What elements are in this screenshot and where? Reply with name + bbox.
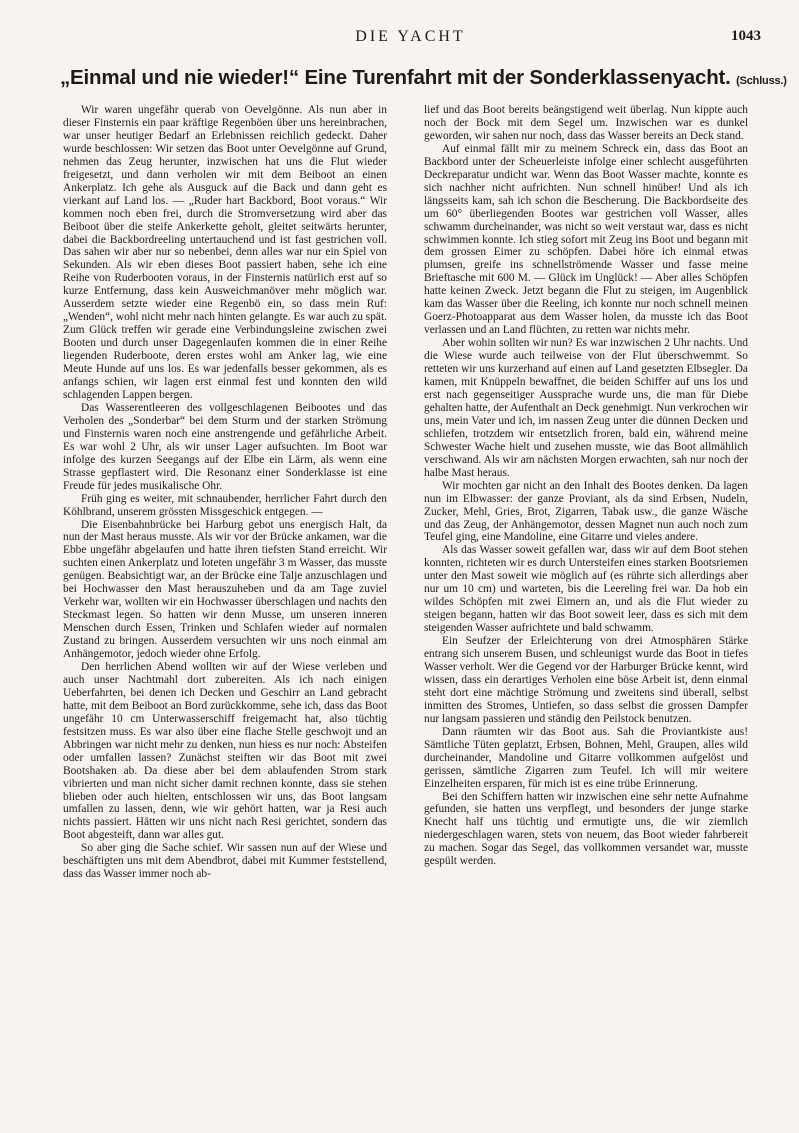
paragraph: So aber ging die Sache schief. Wir sassen nun auf der Wiese und beschäftigten uns mit dem Abendbrot, dabei mit Kummer feststellend, dass das Wasser immer noch ab- — [63, 842, 387, 881]
paragraph: Die Eisenbahnbrücke bei Harburg gebot uns energisch Halt, da nun der Mast heraus musste. Als wir vor der Brücke ankamen, war die Ebbe ungefähr abgelaufen und hatte ihren tiefsten Stand erreicht. Wir suchten einen Ankerplatz und loteten ungefähr 3 m Wasser, das musste genügen. Beabsichtigt war, an der Brücke eine Talje anzuschlagen und bei Hochwasser den Mast herauszuheben und da am Tage zuviel Verkehr war, wollten wir ein Hochwasser überschlagen und nachts den Steckmast legen. So hatten wir denn Musse, um unseren inneren Menschen durch Essen, Trinken und Schlafen wieder auf normalen Zustand zu bringen. Ausserdem versuchten wir uns noch einmal am Anhängemotor, jedoch wieder ohne Erfolg. — [63, 518, 387, 661]
paragraph-continued: lief und das Boot bereits beängstigend weit überlag. Nun kippte auch noch der Bock mit dem Segel um. Inzwischen war es dunkel geworden, wir sahen nur noch, dass das Wasser bereits an Deck stand. — [424, 104, 748, 142]
paragraph: Das Wasserentleeren des vollgeschlagenen Beibootes und das Verholen des „Sonderbar“ bei dem Sturm und der starken Strömung und Finsternis waren noch eine anstrengende und gefährliche Arbeit. Es war wohl 2 Uhr, als wir unser Lager aufsuchten. Im Boot war infolge des kurzen Seegangs auf der Elbe ein Lärm, als wenn eine Strasse gepflastert wird. Die Resonanz einer Sonderklasse ist eine Freude für jedes musikalische Ohr. — [63, 401, 387, 492]
paragraph: Wir mochten gar nicht an den Inhalt des Bootes denken. Da lagen nun im Elbwasser: der ganze Proviant, als da sind Erbsen, Nudeln, Zucker, Mehl, Gries, Brot, Zigarren, Tabak usw., die ganze Wäsche und das Zeug, der Anhängemotor, dessen Magnet nun auch noch zum Teufel ging, eine Mandoline, eine Gitarre und vieles andere. — [424, 479, 748, 544]
article-title — [60, 66, 787, 90]
running-head — [60, 28, 761, 48]
paragraph: Aber wohin sollten wir nun? Es war inzwischen 2 Uhr nachts. Und die Wiese wurde auch teilweise von der Flut überschwemmt. So retteten wir uns kurzerhand auf einen auf Land gesetzten Elbsegler. Da kamen, mit Knüppeln bewaffnet, die beiden Schiffer auf uns los und erst nach gegenseitiger Aussprache wurde uns, die man für Diebe gehalten hatte, der Aufenthalt an Deck genehmigt. Nun verkrochen wir uns, mein Vater und ich, im nassen Zeug unter die dünnen Decken und schliefen, trotzdem wir entsetzlich froren, bald ein, während meine Schwester Wache hielt und zusehen musste, wie das Boot allmählich verschwand. Als wir am nächsten Morgen erwachten, sah nur noch der halbe Mast heraus. — [424, 337, 748, 479]
article-title-note: (Schluss.) — [736, 75, 787, 87]
paragraph: Als das Wasser soweit gefallen war, dass wir auf dem Boot stehen konnten, richteten wir es durch Untersteifen eines starken Bootsriemen unter den Mast soweit wie möglich auf (es rührte sich allerdings aber nur um 10 cm) und warteten, bis die Leereling frei war. Da hob ein wildes Schöpfen mit zwei Eimern an, und als die Flut wieder zu steigen begann, hatten wir das Boot soweit leer, dass es sich mit dem steigenden Wasser aufrichtete und bald schwamm. — [424, 544, 748, 635]
paragraph: Ein Seufzer der Erleichterung von drei Atmosphären Stärke entrang sich unserem Busen, und schleunigst wurde das Boot in tiefes Wasser verholt. Wer die Gegend vor der Harburger Brücke kennt, wird wissen, dass ein derartiges Verholen eine böse Arbeit ist, denn einmal steht dort eine mächtige Strömung und zweitens sind überall, selbst inmitten des Stromes, Untiefen, so dass selbst die grossen Dampfer nur langsam passieren und ständig den Peilstock benutzen. — [424, 635, 748, 725]
article-title-text: „Einmal und nie wieder!“ Eine Turenfahrt mit der Sonderklassenyacht. — [60, 66, 731, 89]
right-column — [424, 104, 748, 1114]
left-column — [63, 104, 387, 1114]
journal-name: DIE YACHT — [355, 28, 466, 45]
paragraph: Den herrlichen Abend wollten wir auf der Wiese verleben und auch unser Nachtmahl dort zubereiten. Als ich nach einigen Ueberfahrten, bei denen ich Decken und Geschirr an Land gebracht hatte, mit dem Beiboot an Bord zurückkomme, sehe ich, dass das Boot ungefähr 10 cm Unterwasserschiff freigemacht hat, also tüchtig festsitzen muss. Es war also über eine flache Stelle geschwojt und an Abbringen war nicht mehr zu denken, nun hiess es nur noch: Absteifen oder umfallen lassen? Zunächst steiften wir das Boot mit zwei Bootshaken ab. Da diese aber bei dem ablaufenden Strom stark vibrierten und man nicht sicher damit rechnen konnte, dass sie stehen blieben oder auch hielten, entschlossen wir uns, das Boot langsam umfallen zu lassen, denn, wie wir gehört hatten, war ja Resi auch nichts passiert. Hätten wir uns nicht nach Resi gerichtet, sondern das Boot abgesteift, dann war alles gut. — [63, 660, 387, 842]
paragraph: Dann räumten wir das Boot aus. Sah die Proviantkiste aus! Sämtliche Tüten geplatzt, Erbsen, Bohnen, Mehl, Graupen, alles wild durcheinander, Mandoline und Gitarre vollkommen aufgelöst und gerissen, sämtliche Zigarren zum Teufel. Ich will mir weitere Einzelheiten ersparen, für mich ist es eine trübe Erinnerung. — [424, 725, 748, 790]
page-number: 1043 — [731, 28, 761, 44]
paragraph: Früh ging es weiter, mit schnaubender, herrlicher Fahrt durch den Köhlbrand, unserem grössten Missgeschick entgegen. — — [63, 492, 387, 518]
paragraph: Auf einmal fällt mir zu meinem Schreck ein, dass das Boot an Backbord unter der Scheuerleiste infolge einer schlecht ausgeführten Deckreparatur undicht war. Wenn das Boot Wasser machte, konnte es sich nachher nicht aufrichten. Nun schnell hinüber! Und als ich längsseits kam, sah ich schon die Bescherung. Die Backbordseite des um 60° überliegenden Bootes war gestrichen voll Wasser, alles schwamm durcheinander, was nicht so weit verstaut war, dass es nicht schwimmen konnte. Ich stieg sofort mit Zeug ins Boot und begann mit dem grossen Eimer zu schöpfen. Dabei höre ich einmal etwas plumsen, greife ins schnellströmende Wasser und fasse meine Brieftasche mit 600 M. — Glück im Unglück! — Aber alles Schöpfen hatte keinen Zweck. Jetzt begann die Flut zu steigen, im Augenblick kam das Wasser über die Reeling, ich konnte nur noch schnell meinen Goerz-Photoapparat aus dem Wasser holen, da musste ich das Boot verlassen und an Land flüchten, zu retten war nichts mehr. — [424, 142, 748, 337]
paragraph: Wir waren ungefähr querab von Oevelgönne. Als nun aber in dieser Finsternis ein paar kräftige Regenböen über uns hereinbrachen, war unser heutiger Bedarf an Erlebnissen reichlich gedeckt. Daher wurde beschlossen: Wir setzen das Boot unter Oevelgönne auf Grund, nehmen das Zeug herunter, inzwischen hat uns die Flut wieder freigesetzt, und dann verholen wir mit dem Beiboot an einen Ankerplatz. Ich gehe als Ausguck auf die Back und dann geht es vierkant auf Land los. — „Ruder hart Backbord, Boot voraus.“ Wir kommen noch eben frei, durch die Stromversetzung wird aber das Beiboot über die steife Ankerkette geholt, gleitet seitwärts herunter, dabei die Backbordreeling untertauchend und ist fast gestrichen voll. Das sahen wir aber nur so nebenbei, denn alles war nur ein Spiel von Sekunden. Als wir eben dieses Boot passiert haben, sehe ich eine Reihe von Ruderbooten voraus, in der Finsternis natürlich erst auf so kurze Entfernung, dass kein Ausweichmanöver mehr möglich war. Ausserdem setzte wieder eine Regenbö ein, so dass mein Ruf: „Wenden“, wohl nicht mehr nach hinten gelangte. Es war auch zu spät. Zum Glück treffen wir gerade eine Verbindungsleine zwischen zwei Booten und durch unser Dagegenlaufen kommen die in einer Reihe liegenden Ruderboote, deren erstes wohl am Anker lag, wie eine Meute Hunde auf uns los. Es war jedenfalls besser gekommen, als es anfangs schien, wir lagen erst einmal fest und konnten den wild schlagenden Lappen bergen. — [63, 104, 387, 401]
paragraph: Bei den Schiffern hatten wir inzwischen eine sehr nette Aufnahme gefunden, sie hatten uns verpflegt, und besonders der junge starke Knecht half uns tüchtig und ermutigte uns, die wir ziemlich niedergeschlagen waren, stets von neuem, das Boot wieder fahrbereit zu machen. Sogar das Segel, das vollkommen versandet war, musste gespült werden. — [424, 790, 748, 868]
